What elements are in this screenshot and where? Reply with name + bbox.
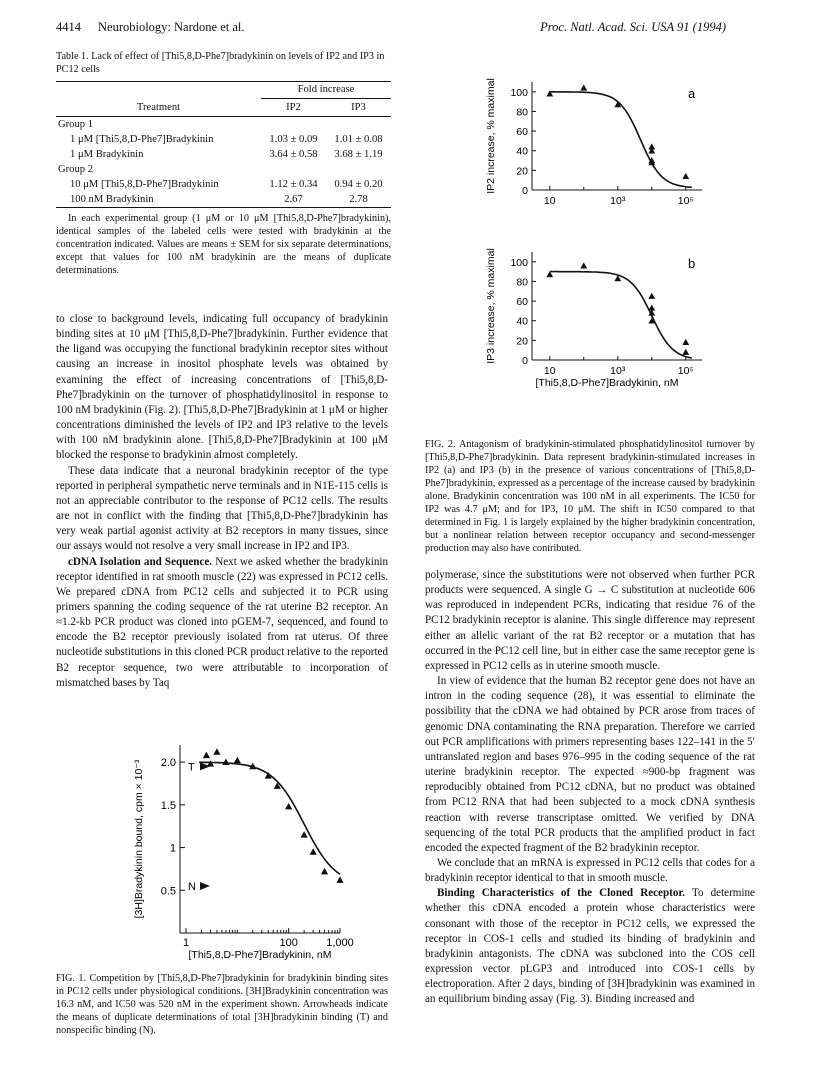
table-cell-ip3: 0.94 ± 0.20 — [334, 179, 383, 190]
x-axis-label: [Thi5,8,D-Phe7]Bradykinin, nM — [188, 949, 332, 960]
y-tick-label: 40 — [516, 315, 528, 328]
paragraph — [425, 886, 755, 1007]
table-cell-ip2: 3.64 ± 0.58 — [269, 149, 318, 160]
data-point — [682, 173, 689, 179]
y-tick-label: 20 — [516, 335, 528, 348]
table-cell-ip3: 2.78 — [349, 194, 368, 205]
data-point — [234, 757, 241, 763]
table-row — [56, 177, 391, 192]
table-cell-treatment: Group 1 — [58, 119, 94, 130]
table-cell-treatment: 100 nM Bradykinin — [70, 194, 154, 205]
journal-citation: Proc. Natl. Acad. Sci. USA 91 (1994) — [540, 20, 726, 34]
page-number: 4414 — [56, 20, 81, 34]
y-tick-label: 40 — [516, 145, 528, 158]
y-tick-label: 100 — [510, 86, 528, 99]
table-col-ip2: IP2 — [286, 101, 301, 113]
data-point — [682, 339, 689, 345]
table-cell-ip2 — [261, 117, 326, 133]
table-col-ip3: IP3 — [351, 101, 366, 113]
table-row — [56, 132, 391, 147]
figure-2 — [480, 70, 715, 400]
right-column-text — [425, 568, 755, 1008]
y-tick-label: 0.5 — [160, 885, 176, 898]
x-tick-label: 10 — [543, 365, 556, 377]
table-1 — [56, 50, 391, 277]
table-cell-ip2: 1.12 ± 0.34 — [269, 179, 318, 190]
paragraph: polymerase, since the substitutions were not observed when further PCR products were sequenced. A single G → C substitution at nucleotide 606 was reproduced in independent PCRs, indicating that residue 76 of the PC12 bradykinin receptor is alanine. This single difference may represent either an allelic variant of the rat B2 receptor or a mutation that has occurred in the PC12 cell line, but in either case the same receptor gene is expressed in PC12 cells as in uterine smooth muscle. — [425, 569, 755, 672]
table-cell-ip2: 1.03 ± 0.09 — [269, 134, 318, 145]
figure-2-caption: FIG. 2. Antagonism of bradykinin-stimulated phosphatidylinositol turnover by [Thi5,8,D-Phe7]bradykinin. Data represent bradykinin-stimulated increases in IP2 (a) and IP3 (b) in the presence of various concentrations of [Thi5,8,D-Phe7]bradykinin, expressed as a percentage of the increase caused by bradykinin alone. Bradykinin concentration was 100 nM in all experiments. The IC50 for IP2 was 4.7 μM; and for IP3, 10 μM. The shift in IC50 compared to that determined in Fig. 1 is largely explained by the higher bradykinin concentration, but a nonlinear relation between receptor occupancy and second-messenger production may also have contributed. — [425, 439, 755, 554]
table-cell-ip2 — [261, 162, 326, 177]
fit-curve — [550, 272, 692, 358]
y-tick-label: 0 — [522, 185, 528, 197]
panel-label: a — [688, 86, 696, 101]
table-row — [56, 117, 391, 133]
table-cell-treatment: 1 μM Bradykinin — [70, 149, 144, 160]
table-row — [56, 162, 391, 177]
section-heading: cDNA Isolation and Sequence. — [68, 555, 213, 568]
x-tick-label: 10⁵ — [677, 365, 694, 377]
panel-label: b — [688, 256, 696, 271]
y-tick-label: 2.0 — [160, 757, 176, 770]
table-cell-treatment: 10 μM [Thi5,8,D-Phe7]Bradykinin — [70, 179, 219, 190]
x-tick-label: 100 — [279, 937, 298, 949]
x-tick-label: 1,000 — [326, 937, 354, 949]
x-tick-label: 10⁵ — [677, 195, 694, 207]
y-tick-label: 80 — [516, 276, 528, 289]
table-body — [56, 117, 391, 208]
y-tick-label: 0 — [522, 355, 528, 367]
paragraph-text: To determine whether this cDNA encoded a protein whose characteristics were consonant with those of the receptor in PC12 cells, we expressed the receptor in COS-1 cells and studied its binding of bradykinin and bradykinin antagonists. The cDNA was subcloned into the COS cell expression vector pLGP3 and introduced into COS-1 cells by electroporation. After 2 days, binding of [3H]bradykinin was examined in an equilibrium binding assay (Fig. 3). Binding increased and — [425, 887, 755, 1006]
table-cell-ip3 — [326, 162, 391, 177]
table-cell-ip3: 1.01 ± 0.08 — [334, 134, 383, 145]
figure-1-plot — [128, 735, 358, 960]
data-point — [648, 293, 655, 299]
paragraph: We conclude that an mRNA is expressed in PC12 cells that codes for a bradykinin receptor identical to that in smooth muscle. — [425, 856, 755, 885]
x-tick-label: 10³ — [610, 365, 626, 377]
data-point — [580, 84, 587, 90]
paragraph: to close to background levels, indicating full occupancy of bradykinin binding sites at 10 μM [Thi5,8,D-Phe7]bradykinin. Further evidence that the ligand was occupying the functional bradykinin receptor sites without causing an increase in inositol phosphate levels was obtained by examining the effect of increasing concentrations of [Thi5,8,D-Phe7]bradykinin on the turnover of phosphatidylinositol in response to 100 nM bradykinin (Fig. 2). [Thi5,8,D-Phe7]Bradykinin at 1 μM or higher concentrations diminished the levels of IP2 and IP3 relative to the levels with 100 nM bradykinin alone. [Thi5,8,D-Phe7]Bradykinin at 100 μM blocked the response to bradykinin almost completely. — [56, 313, 388, 462]
total-binding-arrowhead — [200, 762, 210, 770]
y-axis-label: [3H]Bradykinin bound, cpm × 10⁻³ — [133, 759, 145, 919]
y-tick-label: 80 — [516, 106, 528, 119]
table-span-header: Fold increase — [261, 82, 391, 99]
running-header — [56, 20, 726, 36]
data-point — [321, 868, 328, 874]
data-point — [222, 758, 229, 764]
fit-curve — [199, 762, 340, 874]
y-tick-label: 60 — [516, 296, 528, 309]
total-binding-label: T — [188, 761, 195, 774]
table-row — [56, 147, 391, 162]
x-axis-label: [Thi5,8,D-Phe7]Bradykinin, nM — [535, 377, 679, 389]
table-cell-treatment: Group 2 — [58, 164, 94, 175]
data-point — [301, 831, 308, 837]
data-point — [682, 349, 689, 355]
fit-curve — [550, 92, 692, 188]
y-tick-label: 100 — [510, 256, 528, 269]
data-point — [310, 848, 317, 854]
y-tick-label: 60 — [516, 126, 528, 139]
data-point — [203, 752, 210, 758]
table-cell-ip2: 2.67 — [284, 194, 303, 205]
figure-1-caption: FIG. 1. Competition by [Thi5,8,D-Phe7]bradykinin for bradykinin binding sites in PC12 cells under physiological conditions. [3H]Bradykinin concentration was 16.3 nM, and IC50 was 520 nM in the experiment shown. Arrowheads indicate the means of duplicate determinations of total [3H]bradykinin binding (T) and nonspecific binding (N). — [56, 973, 388, 1036]
left-column-text — [56, 312, 388, 691]
nonspecific-binding-label: N — [188, 881, 196, 893]
table-1-grid — [56, 81, 391, 208]
y-tick-label: 20 — [516, 165, 528, 178]
data-point — [213, 748, 220, 754]
paragraph — [56, 555, 388, 691]
data-point — [580, 262, 587, 268]
paragraph: These data indicate that a neuronal bradykinin receptor of the type reported in peripheral sympathetic nerve terminals and in N1E-115 cells is not an appreciable contributor to the response of PC12 cells. The results are not in conflict with the finding that [Thi5,8,D-Phe7]bradykinin has very weak partial agonist activity at B2 receptors in many tissues, since our assays would not resolve a very small increase in IP2 and IP3. — [56, 464, 388, 553]
figure-1 — [128, 735, 358, 960]
table-header-blank — [56, 82, 261, 99]
table-row — [56, 192, 391, 208]
nonspecific-binding-arrowhead — [200, 882, 210, 890]
x-tick-label: 1 — [182, 937, 190, 949]
x-tick-label: 10 — [543, 195, 556, 207]
y-axis-label: IP3 increase, % maximal — [485, 248, 497, 364]
figure-2-plot — [480, 70, 715, 400]
paragraph-text: Next we asked whether the bradykinin receptor identified in rat smooth muscle (22) was expressed in PC12 cells. We prepared cDNA from PC12 cells and subjected it to PCR using primers spanning the coding sequence of the rat uterine B2 receptor. An ≈1.2-kb PCR product was cloned into pGEM-7, sequenced, and found to encode the B2 receptor previously isolated from rat uterus. Of three nucleotide substitutions in this cloned PCR product relative to the reported B2 receptor sequence, two were attributable to incorporation of mismatched bases by Taq — [56, 555, 388, 689]
table-footnote: In each experimental group (1 μM or 10 μM [Thi5,8,D-Phe7]bradykinin), identical samples of the labeled cells were tested with bradykinin at the concentration indicated. Values are means ± SEM for six separate determinations, except that values for 100 nM bradykinin are the means of duplicate determinations. — [56, 213, 391, 276]
y-tick-label: 1.5 — [160, 799, 176, 812]
table-cell-ip3: 3.68 ± 1.19 — [334, 149, 383, 160]
section-heading: Binding Characteristics of the Cloned Receptor. — [437, 887, 686, 900]
y-tick-label: 1 — [169, 842, 176, 855]
table-cell-treatment: 1 μM [Thi5,8,D-Phe7]Bradykinin — [70, 134, 214, 145]
table-col-treatment: Treatment — [136, 101, 181, 113]
table-cell-ip3 — [326, 117, 391, 133]
data-point — [336, 876, 343, 882]
x-tick-label: 10³ — [610, 195, 626, 207]
data-point — [285, 803, 292, 809]
section-title: Neurobiology: Nardone et al. — [98, 20, 245, 34]
y-axis-label: IP2 increase, % maximal — [485, 78, 497, 194]
table-caption: Table 1. Lack of effect of [Thi5,8,D-Phe7]bradykinin on levels of IP2 and IP3 in PC12 cells — [56, 51, 385, 75]
paragraph: In view of evidence that the human B2 receptor gene does not have an intron in the coding sequence (28), it was essential to eliminate the possibility that the cDNA we had obtained by PCR arose from traces of genomic DNA contaminating the RNA preparation. Therefore we carried out PCR amplifications with primers representing bases 122–141 in the 5′ untranslated region and bases 976–995 in the coding sequence of the rat uterine bradykinin receptor. The expected ≈900-bp fragment was reproducibly obtained from PC12 cDNA, but no product was obtained from PC12 RNA that had been subjected to a mock cDNA synthesis reaction with reverse transcriptase omitted. We verified by DNA sequencing of the total PCR products that the amplified product in fact encoded the expected fragment of the B2 bradykinin receptor. — [425, 675, 755, 854]
